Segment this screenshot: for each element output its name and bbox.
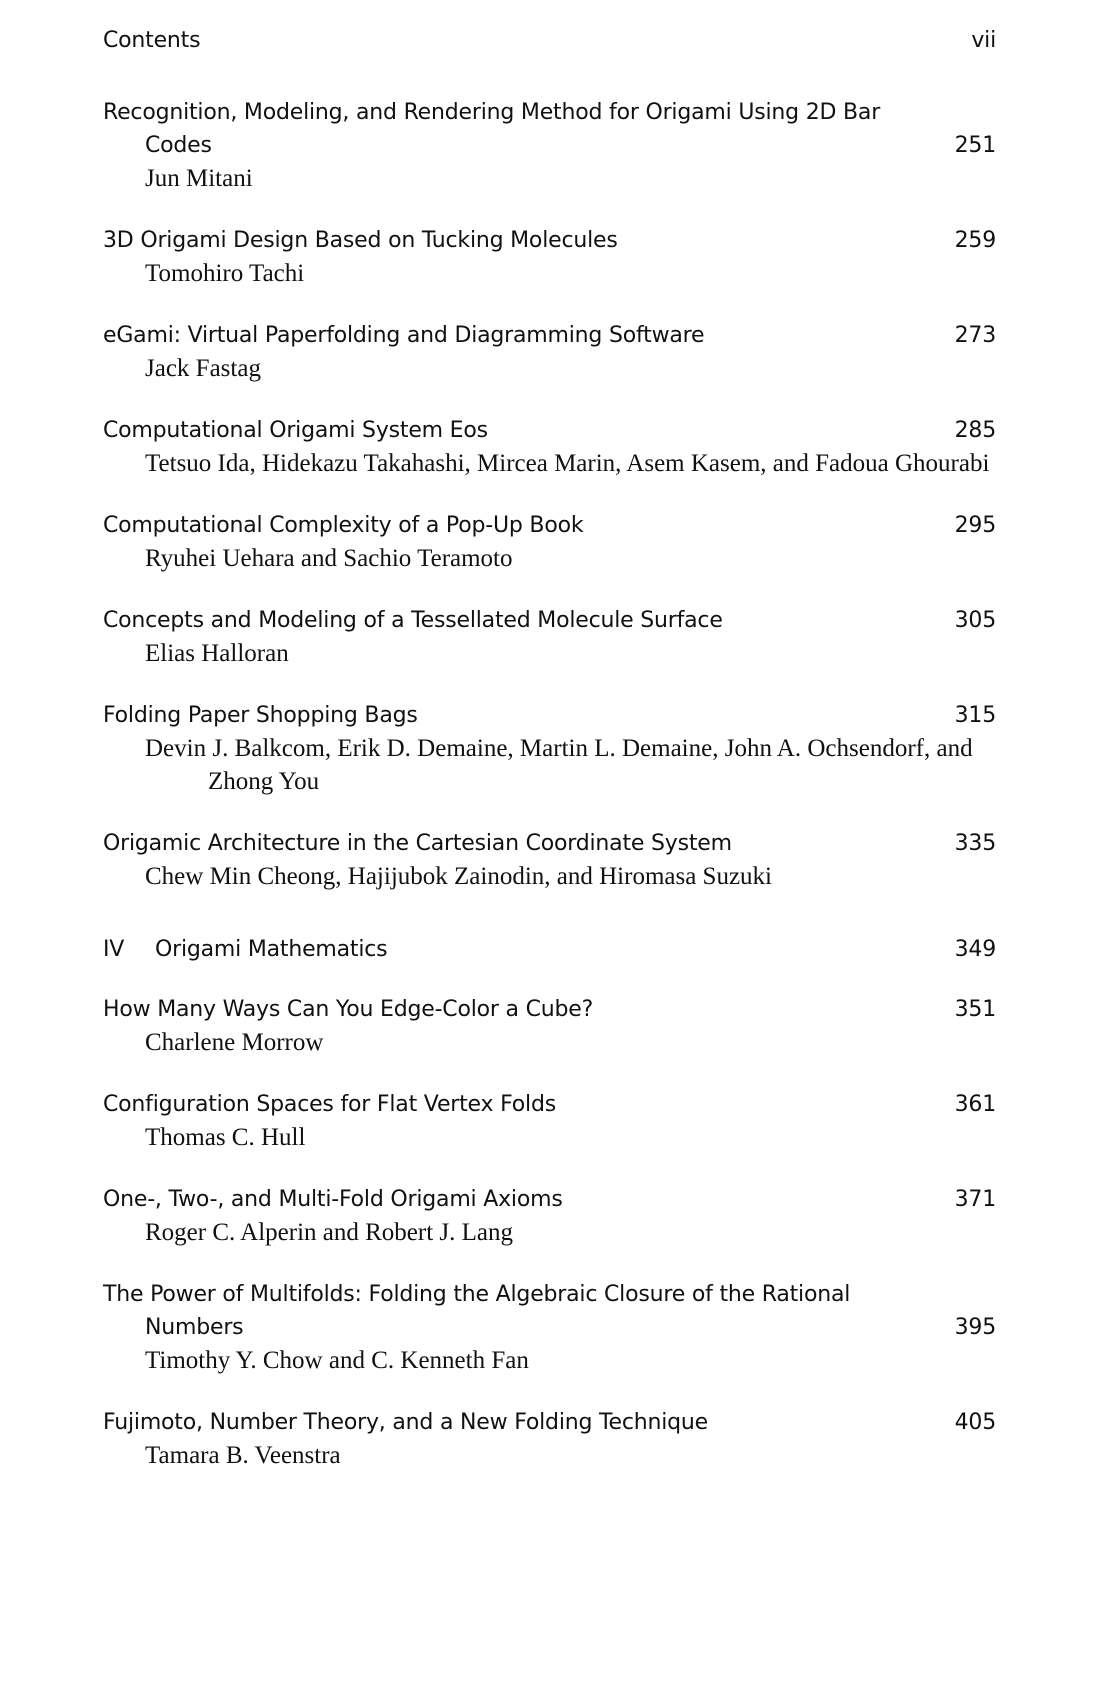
toc-entry[interactable] — [103, 993, 996, 1059]
chapter-page: 295 — [954, 513, 996, 538]
chapter-authors: Tamara B. Veenstra — [145, 1442, 341, 1469]
chapter-authors: Timothy Y. Chow and C. Kenneth Fan — [145, 1347, 529, 1374]
chapter-authors: Roger C. Alperin and Robert J. Lang — [145, 1219, 513, 1246]
chapter-page: 273 — [954, 323, 996, 348]
chapter-authors: Tetsuo Ida, Hidekazu Takahashi, Mircea Marin, Asem Kasem, and Fadoua Ghourabi — [145, 450, 990, 477]
toc-entry[interactable] — [103, 1088, 996, 1154]
chapter-page: 351 — [954, 997, 996, 1022]
toc-entry[interactable] — [103, 604, 996, 670]
chapter-page: 315 — [954, 703, 996, 728]
part-label — [103, 933, 387, 966]
toc-entry[interactable] — [103, 319, 996, 385]
chapter-page: 259 — [954, 228, 996, 253]
chapter-page: 361 — [954, 1092, 996, 1117]
toc-entry[interactable] — [103, 509, 996, 575]
chapter-title: Recognition, Modeling, and Rendering Method for Origami Using 2D Bar Codes — [103, 100, 881, 158]
chapter-title: The Power of Multifolds: Folding the Algebraic Closure of the Rational Numbers — [103, 1282, 851, 1340]
running-head — [103, 28, 996, 58]
toc-entry[interactable] — [103, 96, 996, 195]
chapter-authors: Charlene Morrow — [145, 1029, 324, 1056]
chapter-title: Computational Origami System Eos — [103, 418, 488, 443]
chapter-authors: Devin J. Balkcom, Erik D. Demaine, Martin L. Demaine, John A. Ochsendorf, and Zhong You — [145, 735, 973, 795]
part-title: Origami Mathematics — [155, 937, 388, 962]
toc-entry[interactable] — [103, 1183, 996, 1249]
chapter-title: eGami: Virtual Paperfolding and Diagramming Software — [103, 323, 705, 348]
chapter-title: 3D Origami Design Based on Tucking Molecules — [103, 228, 618, 253]
toc-entry[interactable] — [103, 699, 996, 798]
chapter-authors: Thomas C. Hull — [145, 1124, 306, 1151]
chapter-page: 405 — [954, 1410, 996, 1435]
toc-entry[interactable] — [103, 827, 996, 893]
chapter-title: Origamic Architecture in the Cartesian Coordinate System — [103, 831, 732, 856]
table-of-contents — [103, 96, 996, 1501]
chapter-page: 285 — [954, 418, 996, 443]
chapter-authors: Ryuhei Uehara and Sachio Teramoto — [145, 545, 513, 572]
chapter-title: Folding Paper Shopping Bags — [103, 703, 418, 728]
chapter-authors: Jun Mitani — [145, 165, 253, 192]
toc-entry[interactable] — [103, 1278, 996, 1377]
chapter-authors: Jack Fastag — [145, 355, 261, 382]
chapter-authors: Chew Min Cheong, Hajijubok Zainodin, and Hiromasa Suzuki — [145, 863, 773, 890]
toc-entry[interactable] — [103, 224, 996, 290]
chapter-page: 305 — [954, 608, 996, 633]
part-page: 349 — [954, 937, 996, 962]
part-heading[interactable] — [103, 933, 996, 966]
chapter-title: Configuration Spaces for Flat Vertex Folds — [103, 1092, 556, 1117]
chapter-authors: Tomohiro Tachi — [145, 260, 305, 287]
chapter-page: 335 — [954, 831, 996, 856]
chapter-title: Fujimoto, Number Theory, and a New Folding Technique — [103, 1410, 709, 1435]
chapter-title: Concepts and Modeling of a Tessellated Molecule Surface — [103, 608, 723, 633]
part-number: IV — [103, 937, 125, 962]
toc-entry[interactable] — [103, 414, 996, 480]
chapter-page: 371 — [954, 1187, 996, 1212]
chapter-authors: Elias Halloran — [145, 640, 289, 667]
chapter-title: One-, Two-, and Multi-Fold Origami Axioms — [103, 1187, 563, 1212]
running-head-section: Contents — [103, 28, 201, 53]
running-head-page-number: vii — [971, 28, 996, 53]
chapter-page: 251 — [954, 133, 996, 158]
toc-entry[interactable] — [103, 1406, 996, 1472]
chapter-title: How Many Ways Can You Edge-Color a Cube? — [103, 997, 594, 1022]
chapter-page: 395 — [954, 1315, 996, 1340]
chapter-title: Computational Complexity of a Pop-Up Book — [103, 513, 584, 538]
